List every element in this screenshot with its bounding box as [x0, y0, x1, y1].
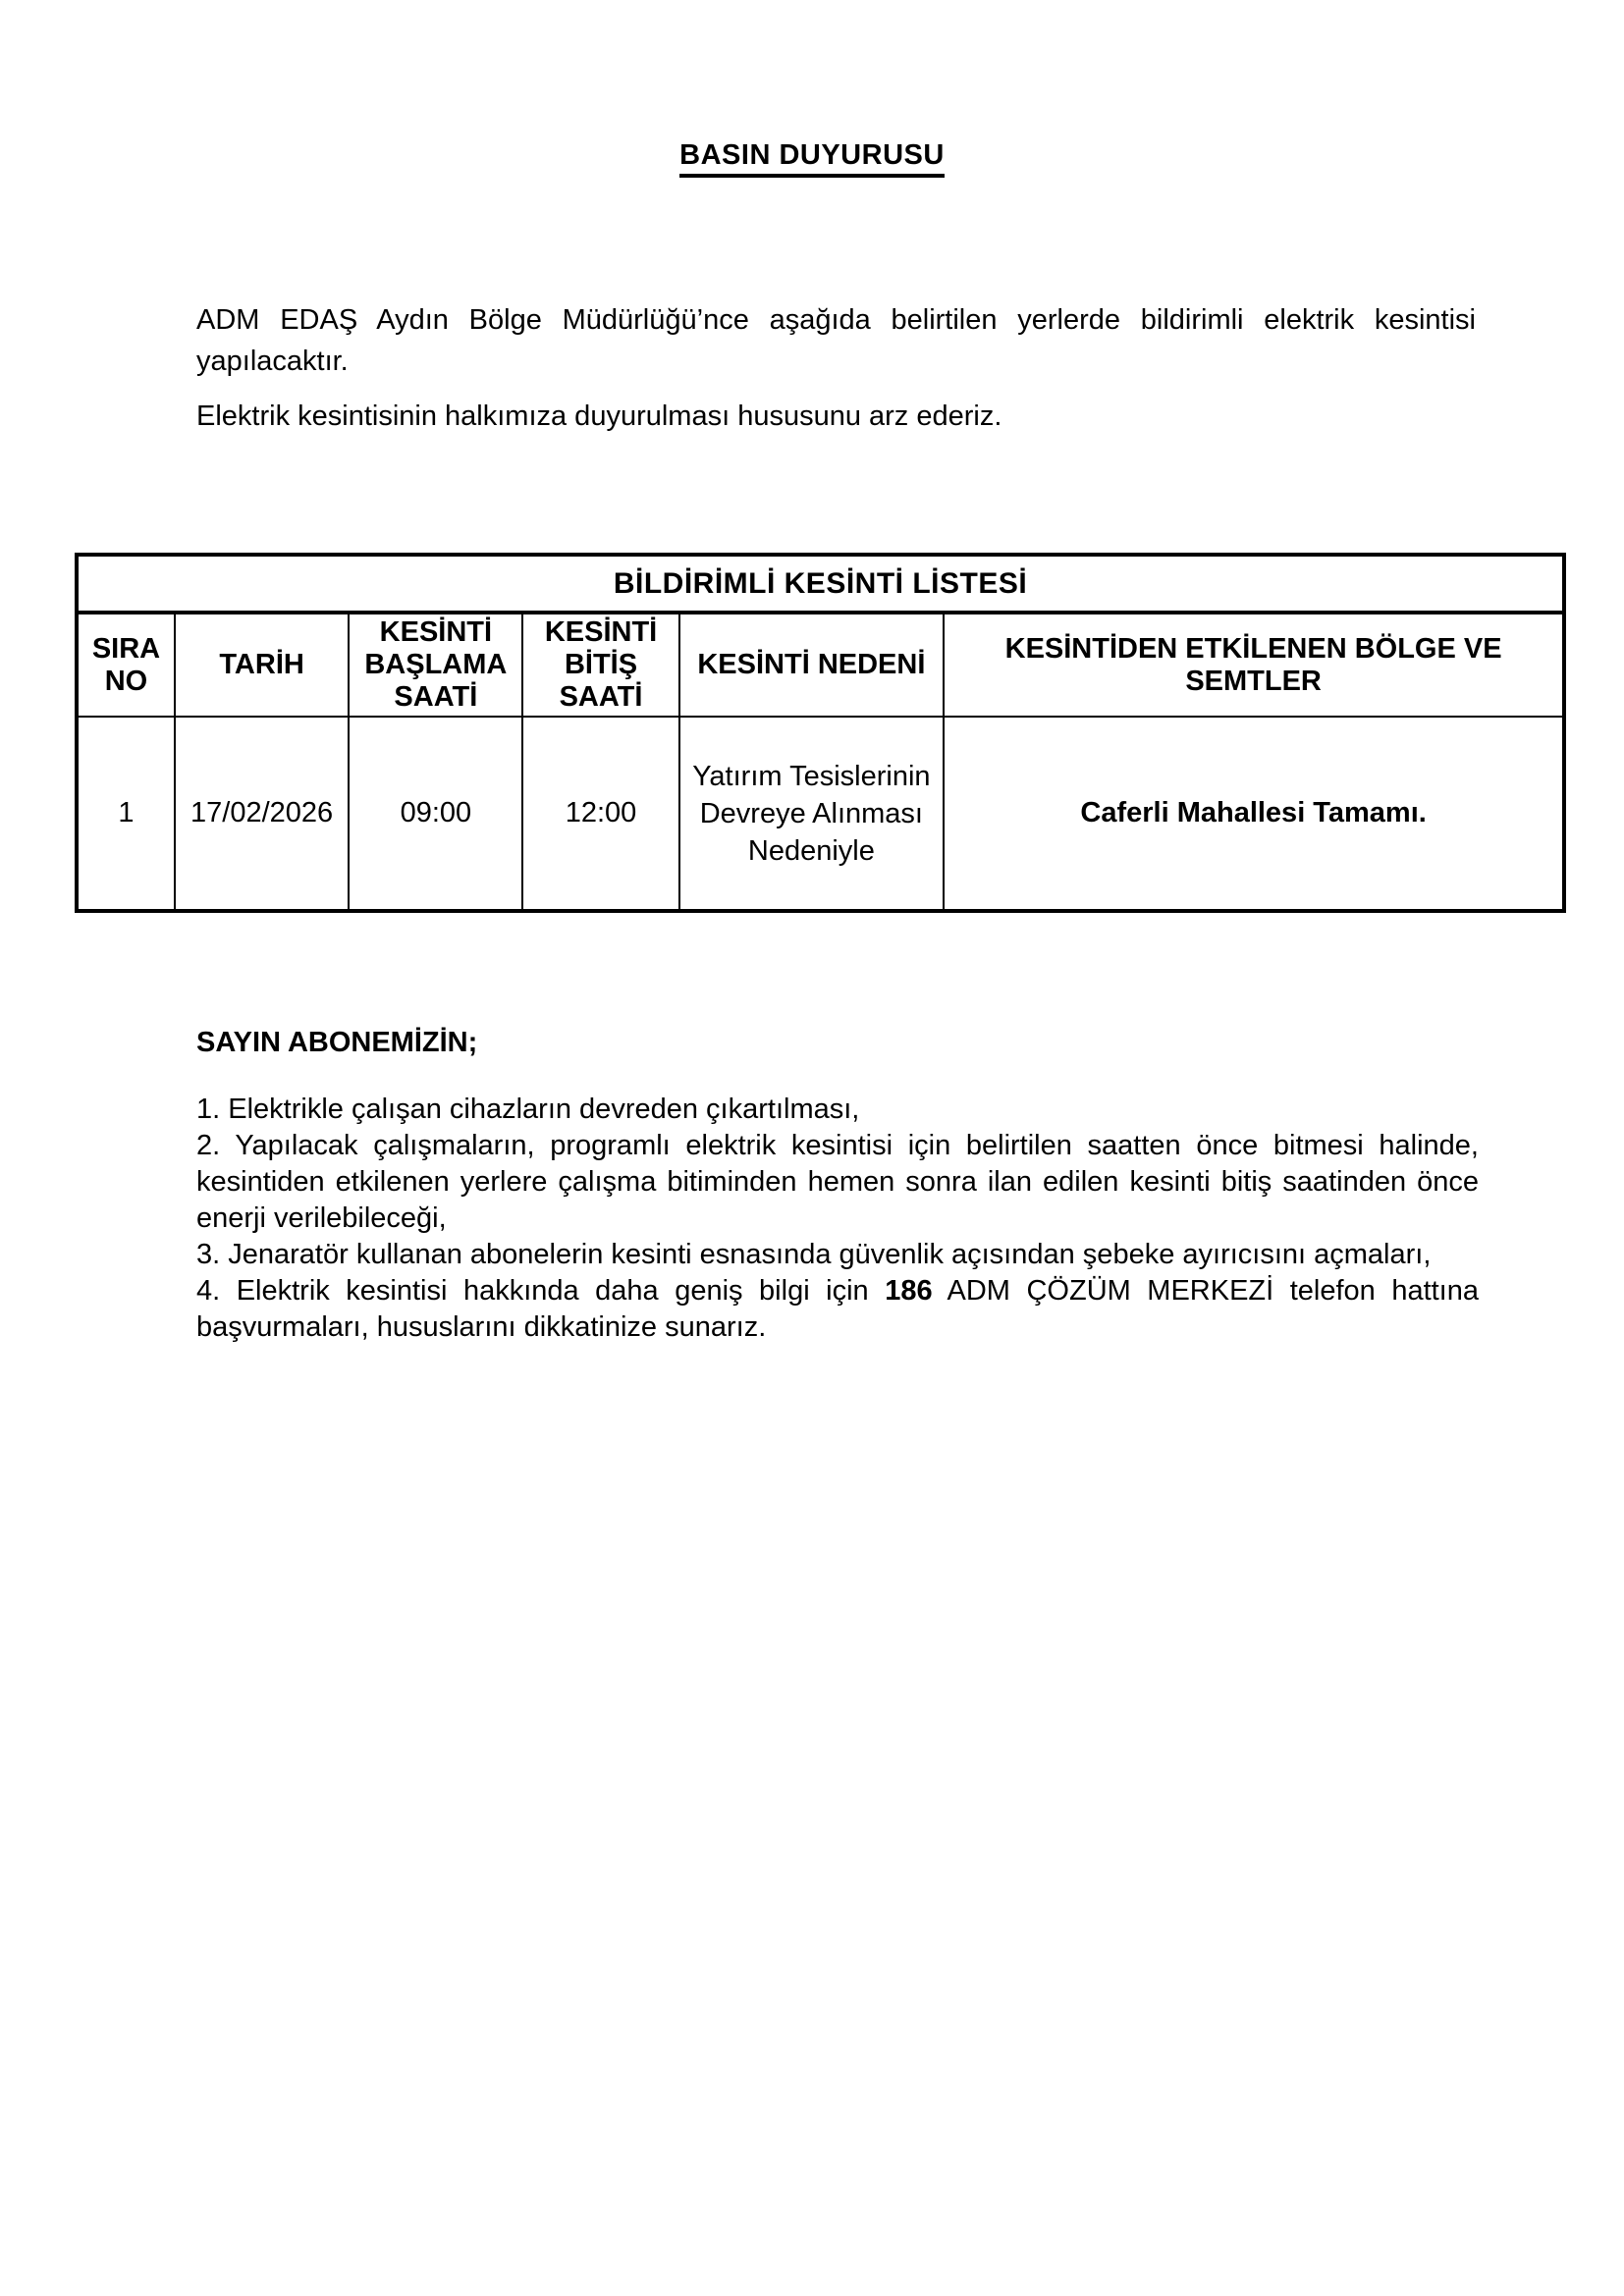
table-caption-row — [77, 555, 1564, 613]
notice-item-4-prefix: 4. Elektrik kesintisi hakkında daha geniş bilgi için — [196, 1275, 886, 1307]
table-caption: BİLDİRİMLİ KESİNTİ LİSTESİ — [77, 555, 1564, 613]
table-row — [77, 717, 1564, 911]
table-header-row — [77, 613, 1564, 717]
notice-item-4-suffix: ADM ÇÖZÜM MERKEZİ telefon hattına başvurmaları, hususlarını dikkatinize sunarız. — [196, 1275, 1480, 1343]
notice-item-1: 1. Elektrikle çalışan cihazların devreden çıkartılması, — [196, 1094, 860, 1125]
page-title — [0, 139, 1624, 172]
cell-bitis-saati: 12:00 — [522, 717, 678, 911]
notice-item-3: 3. Jenaratör kullanan abonelerin kesinti esnasında güvenlik açısından şebeke ayırıcısını açmaları, — [196, 1239, 1432, 1270]
notice-item-2: 2. Yapılacak çalışmaların, programlı elektrik kesintisi için belirtilen saatten önce bitmesi halinde, kesintiden etkilenen yerlere çalışma bitiminden hemen sonra ilan edilen kesinti bitiş saatinden önce enerji verilebileceği, — [196, 1130, 1479, 1234]
header-baslama-saati: KESİNTİ BAŞLAMA SAATİ — [349, 613, 522, 717]
header-bitis-saati: KESİNTİ BİTİŞ SAATİ — [522, 613, 678, 717]
header-etkilenen-bolge: KESİNTİDEN ETKİLENEN BÖLGE VE SEMTLER — [944, 613, 1564, 717]
cell-tarih: 17/02/2026 — [175, 717, 349, 911]
cell-etkilenen-bolge: Caferli Mahallesi Tamamı. — [944, 717, 1564, 911]
intro-paragraph: ADM EDAŞ Aydın Bölge Müdürlüğü’nce aşağıda belirtilen yerlerde bildirimli elektrik kesintisi yapılacaktır. — [196, 304, 1476, 377]
cell-baslama-saati: 09:00 — [349, 717, 522, 911]
header-kesinti-nedeni: KESİNTİ NEDENİ — [679, 613, 945, 717]
outage-list-table — [75, 553, 1566, 913]
request-paragraph: Elektrik kesintisinin halkımıza duyurulması hususunu arz ederiz. — [196, 400, 1002, 432]
page-title-text: BASIN DUYURUSU — [679, 139, 945, 178]
notice-item-4 — [196, 1273, 1479, 1346]
header-sira-no: SIRA NO — [77, 613, 175, 717]
cell-kesinti-nedeni: Yatırım Tesislerinin Devreye Alınması Nedeniyle — [679, 717, 945, 911]
header-tarih: TARİH — [175, 613, 349, 717]
cell-sira-no: 1 — [77, 717, 175, 911]
subscriber-notice-list — [196, 1092, 1479, 1346]
subscriber-notice-heading: SAYIN ABONEMİZİN; — [196, 1027, 478, 1058]
notice-item-4-phone-number: 186 — [885, 1275, 933, 1307]
